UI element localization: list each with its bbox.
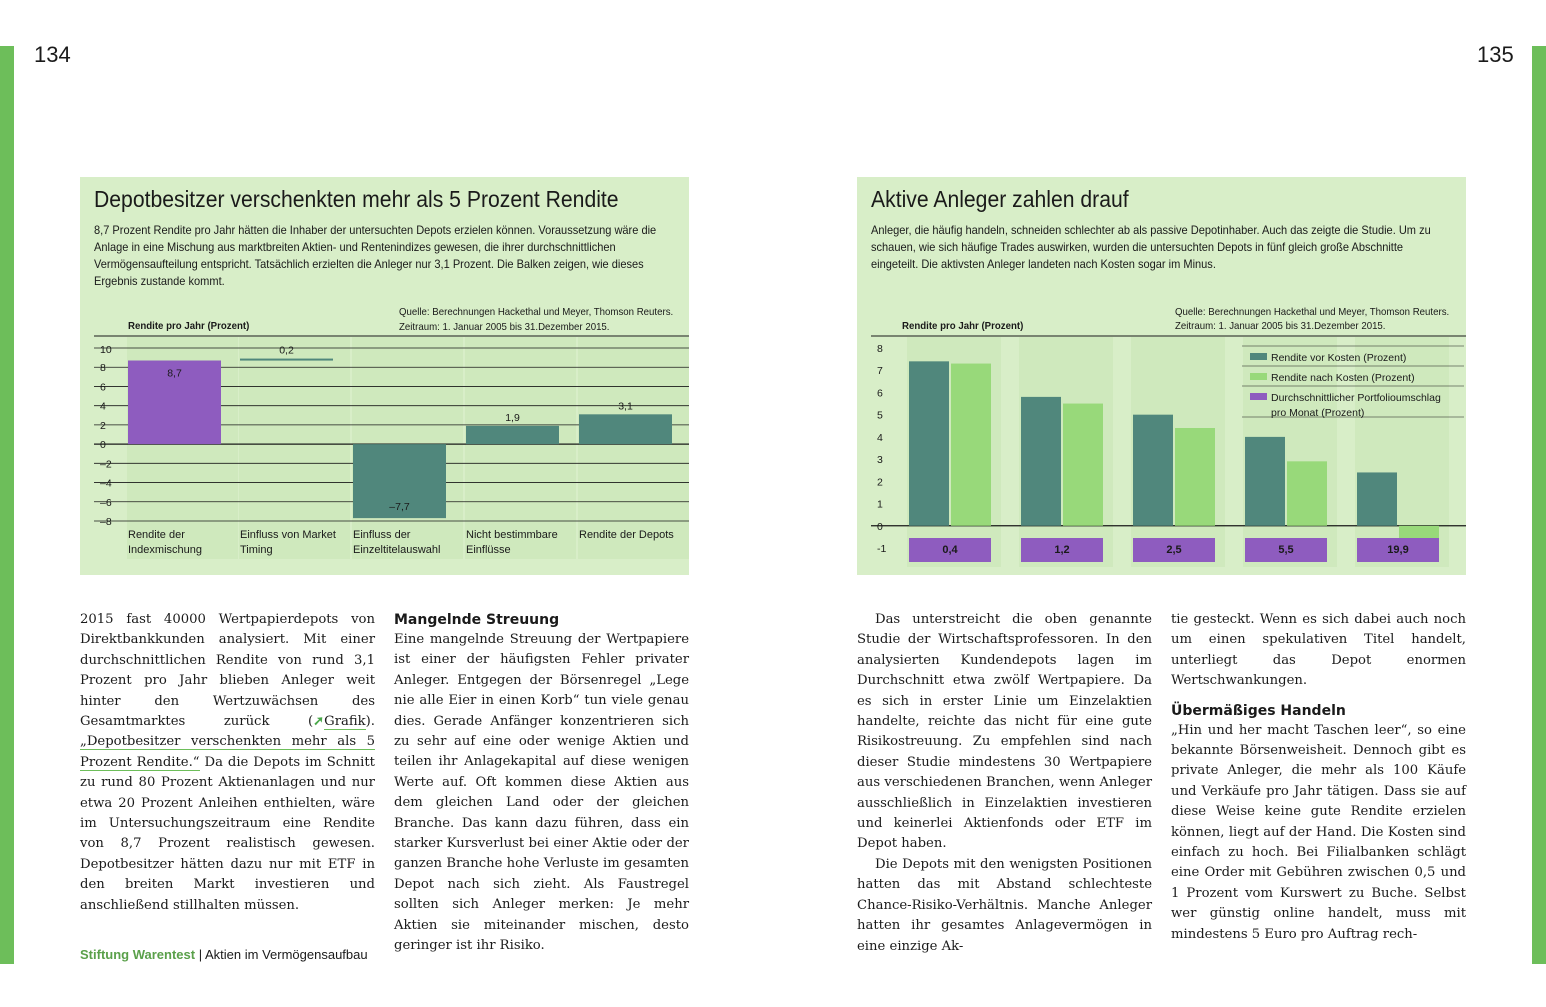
right-chart-bar-before-cost [1133, 415, 1173, 526]
right-edge-accent-bar [1532, 46, 1546, 964]
right-chart-source-line2: Zeitraum: 1. Januar 2005 bis 31.Dezember 2015. [1175, 320, 1386, 332]
left-chart-ylabel: Rendite pro Jahr (Prozent) [128, 320, 250, 332]
right-chart-legend-label: Rendite nach Kosten (Prozent) [1271, 372, 1415, 384]
left-edge-accent-bar [0, 46, 14, 964]
right-chart-turnover-label: 5,5 [1278, 544, 1294, 556]
left-chart-y-tick-label: –4 [100, 477, 112, 490]
left-chart-bar [579, 414, 672, 444]
left-chart-y-tick-label: 4 [100, 400, 106, 413]
left-chart-y-tick-label: 0 [100, 439, 106, 452]
right-chart-turnover-label: 2,5 [1166, 544, 1182, 556]
right-chart-y-tick-label: 7 [877, 365, 883, 378]
right-chart-legend-swatch [1250, 393, 1267, 400]
col1-text: 2015 fast 40000 Wertpapierdepots von Direktbankkunden analysiert. Mit einer durchschnittlichen Rendite von rund 3,1 Prozent pro Jahr blieben Anleger weit hinter den Wertzuwächsen des Gesamtmarktes zurück ( [80, 612, 375, 730]
left-chart-data-label: 0,2 [279, 344, 294, 357]
col1-rest: Da die Depots im Schnitt zu rund 80 Prozent Aktienanlagen und nur etwa 20 Prozent Anleihen enthielten, wäre im Untersuchungszeitraum eine Rendite von 8,7 Prozent realistisch gewesen. Depotbesitzer hätten dazu nur mit ETF in den breiten Markt investieren und anschließend stillhalten müssen. [80, 754, 375, 913]
left-chart-data-label: 3,1 [618, 400, 633, 413]
left-infobox [80, 177, 689, 575]
footer-brand: Stiftung Warentest [80, 947, 196, 962]
left-chart-y-tick-label: –8 [100, 516, 112, 528]
left-infobox-intro: 8,7 Prozent Rendite pro Jahr hätten die Inhaber der untersuchten Depots erzielen können. Voraussetzung wäre die Anlage in eine Mischung aus marktbreiten Aktien- und Rentenindizes gewesen, die ihrer durchschnittlichen Vermögensaufteilung entspricht. Tatsächlich erzielten die Anleger nur 3,1 Prozent. Die Balken zeigen, wie dieses Ergebnis zustande kommt. [94, 223, 657, 288]
right-chart-y-tick-label: 8 [877, 343, 883, 355]
col4-paragraph-2: „Hin und her macht Taschen leer“, so eine bekannte Börsenweisheit. Dennoch gibt es private Anleger, die mehr als 100 Käufe und Verkäufe pro Jahr tätigen. Dass sie auf diese Weise keine gute Rendite erzielen können, liegt auf der Hand. Die Kosten sind einfach zu hoch. Bei Filialbanken schlägt eine Order mit Gebühren zwischen 0,5 und 1 Prozent vom Kurswert zu Buche. Selbst wer günstig online handelt, muss mit mindestens 5 Euro pro Auftrag rech- [1171, 722, 1466, 942]
right-infobox-intro: Anleger, die häufig handeln, schneiden schlechter ab als passive Depotinhaber. Auch das zeigte die Studie. Um zu schauen, wie sich häufige Trades auswirken, wurden die untersuchten Depots in fünf gleich große Abschnitte eingeteilt. Die aktivsten Anleger landeten nach Kosten sogar im Minus. [871, 223, 1431, 271]
left-chart-y-tick-label: 8 [100, 362, 106, 375]
right-chart-bar-before-cost [909, 361, 949, 525]
left-infobox-title: Depotbesitzer verschenkten mehr als 5 Prozent Rendite [94, 186, 619, 212]
left-chart-source-line2: Zeitraum: 1. Januar 2005 bis 31.Dezember 2015. [399, 321, 610, 333]
right-bar-chart [857, 177, 1466, 575]
text-column-1: 2015 fast 40000 Wertpapierdepots von Direktbankkunden analysiert. Mit einer durchschnittlichen Rendite von rund 3,1 Prozent pro Jahr blieben Anleger weit hinter den Wertzuwächsen des Gesamtmarktes zurück (➚Grafik). „Depotbesitzer verschenkten mehr als 5 Prozent Rendite.“ Da die Depots im Schnitt zu rund 80 Prozent Aktienanlagen und nur etwa 20 Prozent Anleihen enthielten, wäre im Untersuchungszeitraum eine Rendite von 8,7 Prozent realistisch gewesen. Depotbesitzer hätten dazu nur mit ETF in den breiten Markt investieren und anschließend stillhalten müssen. [80, 612, 375, 913]
heading-mangelnde-streuung: Mangelnde Streuung [394, 612, 560, 628]
left-chart-y-tick-label: 10 [100, 344, 112, 356]
right-chart-bar-after-cost [1063, 404, 1103, 526]
left-chart-data-label: 8,7 [167, 367, 182, 380]
text-column-4 [1171, 610, 1466, 945]
right-chart-y-tick-label: -1 [877, 543, 887, 555]
right-chart-bar-before-cost [1021, 397, 1061, 526]
left-chart-column-band [465, 337, 576, 559]
left-chart-category-label: Einflüsse [466, 544, 511, 556]
right-chart-y-tick-label: 2 [877, 476, 883, 489]
right-chart-legend-label: Durchschnittlicher Portfolioumschlag [1271, 392, 1441, 404]
col3-paragraph-2: Die Depots mit den wenigsten Positionen hatten das mit Abstand schlechteste Chance-Risiko-Verhältnis. Manche Anleger hatten ihr gesamtes Anlagevermögen in eine einzige Ak- [857, 856, 1152, 954]
page-footer [80, 947, 368, 962]
left-chart-y-tick-label: 6 [100, 381, 106, 394]
left-chart-category-label: Einfluss der [353, 529, 411, 541]
right-chart-turnover-label: 0,4 [942, 544, 958, 556]
left-chart-category-label: Rendite der Depots [579, 529, 674, 541]
right-chart-legend-label: Rendite vor Kosten (Prozent) [1271, 352, 1407, 364]
right-chart-y-tick-label: 5 [877, 409, 883, 422]
footer-title: Aktien im Vermögensaufbau [205, 947, 368, 962]
right-chart-y-tick-label: 1 [877, 498, 883, 511]
right-chart-y-tick-label: 3 [877, 454, 883, 467]
left-chart-data-label: 1,9 [505, 411, 520, 424]
right-chart-turnover-label: 1,2 [1054, 544, 1070, 556]
text-column-2 [394, 610, 689, 957]
footer-separator: | [198, 947, 203, 962]
left-chart-bar [466, 426, 559, 444]
right-infobox-title: Aktive Anleger zahlen drauf [871, 186, 1129, 212]
left-chart-category-label: Timing [240, 544, 273, 556]
left-chart-column-band [578, 337, 689, 559]
col3-paragraph-1: Das unterstreicht die oben genannte Studie der Wirtschaftsprofessoren. In den analysierten Kundendepots lagen im Durchschnitt etwa zwölf Wertpapiere. Da es sich in erster Linie um Einzelaktien handelte, reichte das nicht für eine gute Risikostreuung. Zu empfehlen sind nach dieser Studie mindestens 30 Wertpapiere aus verschiedenen Branchen, wenn Anleger ausschließlich in Einzelaktien investieren und keinerlei Aktienfonds oder ETF im Depot haben. [857, 612, 1152, 852]
right-chart-y-tick-label: 0 [877, 520, 883, 533]
grafik-link[interactable]: Grafik [324, 714, 366, 730]
right-chart-y-tick-label: 6 [877, 387, 883, 400]
left-chart-y-tick-label: 2 [100, 419, 106, 432]
left-chart-bar [240, 359, 333, 361]
left-page-number: 134 [34, 42, 71, 67]
right-chart-legend-swatch [1250, 373, 1267, 380]
col4-paragraph-1: tie gesteckt. Wenn es sich dabei auch noch um einen spekulativen Titel handelt, unterliegt das Depot enormen Wertschwankungen. [1171, 612, 1466, 689]
right-infobox [857, 177, 1466, 575]
left-chart-category-label: Rendite der [128, 529, 185, 541]
right-chart-bar-before-cost [1357, 472, 1397, 525]
chart-title-link[interactable]: „Depotbesitzer verschenkten mehr als 5 Prozent Rendite.“ [80, 734, 375, 770]
left-chart-category-label: Nicht bestimmbare [466, 529, 558, 541]
heading-uebermaessiges-handeln: Übermäßiges Handeln [1171, 702, 1346, 719]
left-chart-category-label: Einzeltitelauswahl [353, 544, 441, 556]
left-chart-y-tick-label: –2 [100, 458, 112, 471]
left-chart-data-label: –7,7 [389, 501, 410, 514]
right-chart-y-tick-label: 4 [877, 431, 883, 444]
left-chart-source-line1: Quelle: Berechnungen Hackethal und Meyer, Thomson Reuters. [399, 306, 674, 318]
right-chart-ylabel: Rendite pro Jahr (Prozent) [902, 320, 1024, 332]
left-chart-column-band [239, 337, 350, 559]
left-bar-chart [80, 177, 689, 575]
right-chart-turnover-label: 19,9 [1387, 544, 1409, 556]
right-page-number: 135 [1477, 42, 1514, 67]
link-arrow-icon: ➚ [313, 714, 325, 730]
left-chart-category-label: Einfluss von Market [240, 529, 336, 541]
right-chart-bar-after-cost [1287, 461, 1327, 525]
right-chart-legend-label: pro Monat (Prozent) [1271, 407, 1365, 419]
right-chart-bar-before-cost [1245, 437, 1285, 526]
right-chart-bar-after-cost [1175, 428, 1215, 526]
right-chart-legend-swatch [1250, 353, 1267, 360]
col2-paragraph: Eine mangelnde Streuung der Wertpapiere ist einer der häufigsten Fehler privater Anleger. Entgegen der Börsenregel „Lege nie alle Eier in einen Korb“ tun viele genau dies. Gerade Anfänger konzentrieren sich zu sehr auf eine oder wenige Aktien und teilen ihr Anlagekapital auf diese wenigen Werte auf. Oft kommen diese Aktien aus dem gleichen Land oder der gleichen Branche. Das kann dazu führen, dass ein starker Kursverlust bei einer Aktie oder der ganzen Branche hohe Verluste im gesamten Depot nach sich zieht. Als Faustregel sollten sich Anleger merken: Je mehr Aktien sie miteinander mischen, desto geringer ist ihr Risiko. [394, 632, 689, 954]
left-chart-category-label: Indexmischung [128, 544, 202, 556]
text-column-3 [857, 610, 1152, 957]
right-chart-source-line1: Quelle: Berechnungen Hackethal und Meyer, Thomson Reuters. [1175, 306, 1450, 318]
right-chart-bar-after-cost [951, 364, 991, 526]
left-chart-y-tick-label: –6 [100, 496, 112, 509]
